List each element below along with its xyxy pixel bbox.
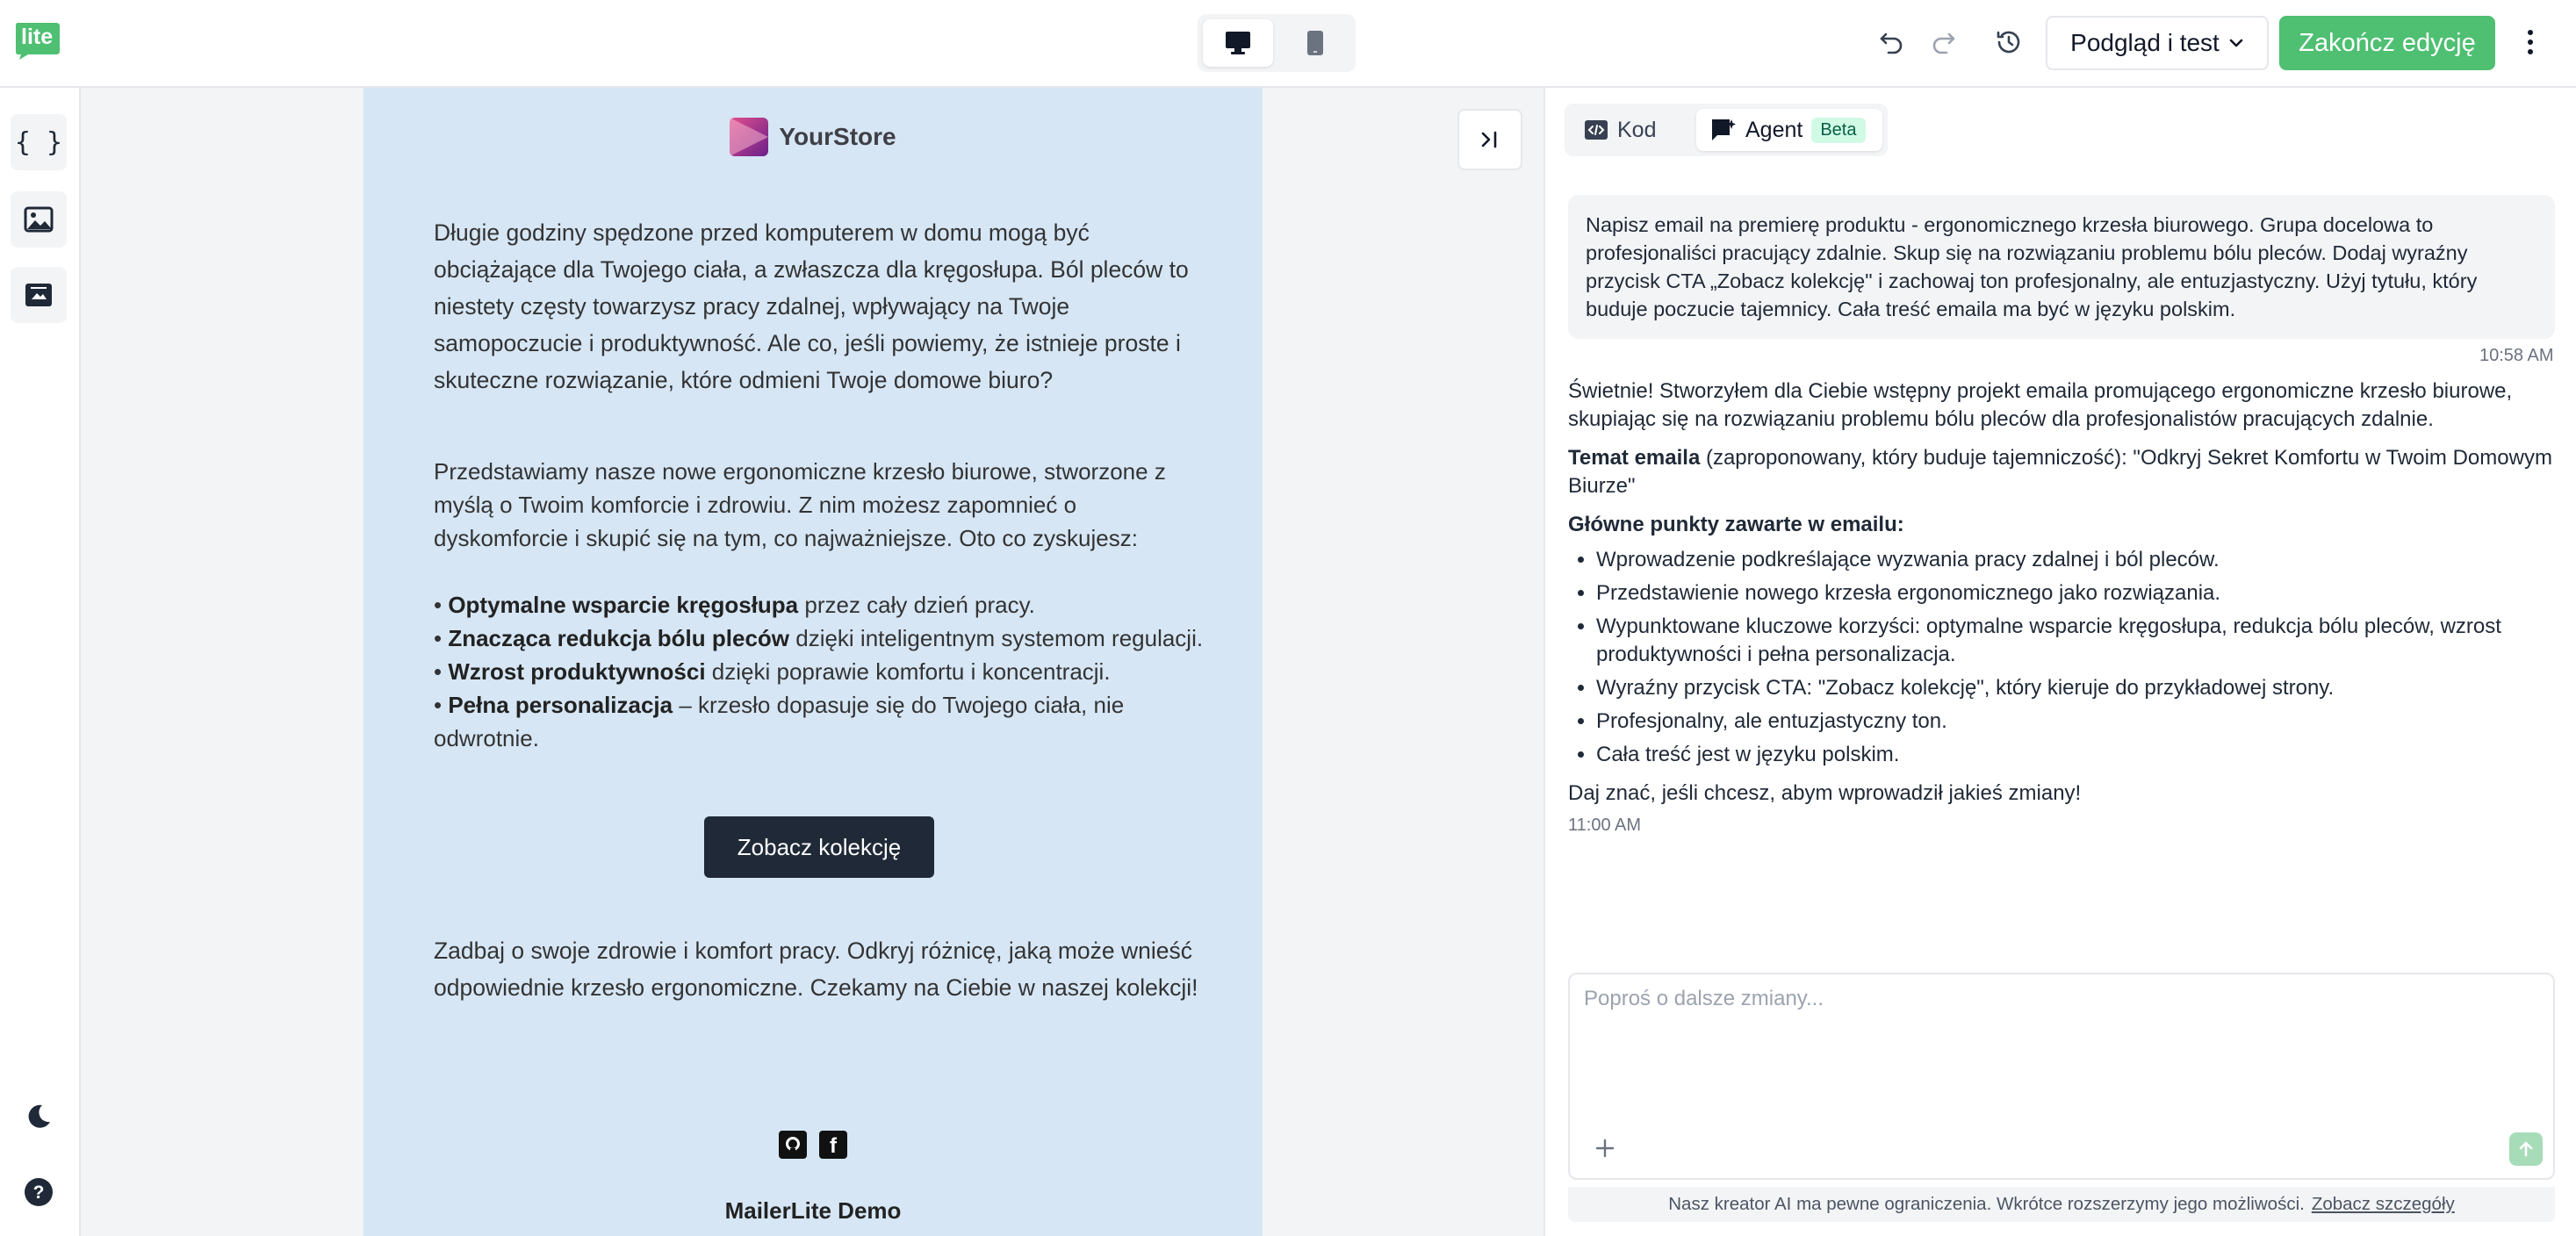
redo-button[interactable]: [1921, 19, 1967, 65]
chevron-down-icon: [2228, 38, 2244, 48]
tab-agent[interactable]: [1696, 109, 1882, 151]
finish-editing-button[interactable]: [2279, 16, 2495, 70]
agent-message-time: 11:00 AM: [1568, 816, 1642, 835]
help-icon: [24, 1177, 54, 1207]
agent-chat-icon: [1710, 118, 1737, 142]
list-item: • Wyraźny przycisk CTA: "Zobacz kolekcję", który kieruje do przykładowej strony.: [1596, 674, 2555, 702]
subject-label: Temat emaila: [1568, 446, 1701, 470]
left-sidebar: [0, 88, 81, 1236]
github-icon[interactable]: [779, 1131, 807, 1159]
list-item: • Wypunktowane kluczowe korzyści: optymalne wsparcie kręgosłupa, redukcja bólu pleców, wzrost produktywności i pełna personalizacja.: [1596, 613, 2555, 669]
help-button[interactable]: [11, 1164, 67, 1220]
email-preview: [363, 88, 1263, 1236]
finish-editing-label: Zakończ edycję: [2299, 28, 2476, 57]
mobile-view-button[interactable]: [1280, 19, 1350, 67]
top-bar: [0, 0, 2576, 88]
curly-braces-icon: { }: [14, 126, 63, 158]
desktop-view-button[interactable]: [1203, 19, 1273, 67]
undo-button[interactable]: [1868, 19, 1914, 65]
tab-code-label: Kod: [1617, 117, 1657, 142]
email-paragraph-intro: Długie godziny spędzone przed komputerem w domu mogą być obciążające dla Twojego ciała, a zwłaszcza dla kręgosłupa. Ból pleców to niestety częsty towarzysz pracy zdalnej, wpływający na Twoje samopoczucie i produktywność. Ale co, jeśli powiemy, że istnieje proste i skuteczne rozwiązanie, które odmieni Twoje domowe biuro?: [434, 219, 1189, 393]
undo-icon: [1878, 29, 1904, 55]
media-library-button[interactable]: [11, 267, 67, 323]
email-footer-name: MailerLite Demo: [724, 1197, 902, 1224]
more-options-button[interactable]: [2509, 19, 2551, 65]
benefit-item: • Znacząca redukcja bólu pleców dzięki inteligentnym systemom regulacji.: [434, 625, 1204, 651]
agent-message: [1568, 377, 2555, 839]
redo-icon: [1931, 29, 1957, 55]
list-item: • Przedstawienie nowego krzesła ergonomicznego jako rozwiązania.: [1596, 579, 2555, 607]
subject-text: (zaproponowany, który buduje tajemniczość): "Odkryj Sekret Komfortu w Twoim Domowym Biurze": [1568, 446, 2552, 498]
desktop-icon: [1225, 31, 1251, 55]
add-attachment-button[interactable]: [1586, 1129, 1624, 1168]
preview-test-label: Podgląd i test: [2070, 29, 2220, 56]
kebab-menu-icon: [2527, 29, 2534, 55]
facebook-icon[interactable]: [819, 1131, 847, 1159]
yourstore-logo-icon: [730, 118, 768, 156]
chat-input[interactable]: [1584, 987, 2532, 1110]
code-icon: [1584, 119, 1608, 140]
history-icon: [1995, 28, 2023, 56]
benefit-item: • Pełna personalizacja – krzesło dopasuje się do Twojego ciała, nie odwrotnie.: [434, 692, 1125, 751]
cta-label: Zobacz kolekcję: [737, 833, 902, 860]
collapse-right-icon: [1479, 129, 1501, 150]
preview-test-button[interactable]: [2046, 16, 2269, 70]
mobile-icon: [1306, 30, 1324, 56]
logo-text: lite: [21, 25, 54, 49]
list-item: • Profesjonalny, ale entuzjastyczny ton.: [1596, 708, 2555, 736]
ai-agent-panel: [1543, 88, 2576, 1236]
benefit-item: • Wzrost produktywności dzięki poprawie komfortu i koncentracji.: [434, 658, 1111, 685]
beta-badge: Beta: [1811, 118, 1865, 143]
tab-code[interactable]: [1570, 109, 1693, 151]
ai-disclaimer: [1568, 1187, 2555, 1222]
list-item: • Wprowadzenie podkreślające wyzwania pracy zdalnej i ból pleców.: [1596, 546, 2555, 574]
send-button[interactable]: [2509, 1132, 2543, 1166]
facebook-glyph: f: [830, 1134, 837, 1158]
cta-button[interactable]: [704, 816, 934, 878]
email-brand-header: [363, 116, 1263, 158]
user-message-time: 10:58 AM: [2479, 346, 2554, 365]
editor-canvas: [81, 88, 1543, 1236]
mailerlite-logo[interactable]: [14, 21, 61, 61]
history-button[interactable]: [1986, 19, 2032, 65]
svg-text:?: ?: [32, 1182, 45, 1203]
benefit-item: • Optymalne wsparcie kręgosłupa przez cały dzień pracy.: [434, 592, 1035, 618]
chat-input-box: [1568, 973, 2555, 1180]
plus-icon: [1595, 1139, 1615, 1158]
dark-mode-button[interactable]: [11, 1089, 67, 1145]
list-item: • Cała treść jest w języku polskim.: [1596, 741, 2555, 769]
user-message: Napisz email na premierę produktu - ergonomicznego krzesła biurowego. Grupa docelowa to profesjonaliści pracujący zdalnie. Skup się na rozwiązaniu problemu bólu pleców. Dodaj wyraźny przycisk CTA „Zobacz kolekcję" i zachowaj ton profesjonalny, ale entuzjastyczny. Użyj tytułu, który buduje poczucie tajemnicy. Cała treść emaila ma być w języku polskim.: [1568, 195, 2555, 339]
panel-tabs: [1565, 104, 1888, 156]
tab-agent-label: Agent: [1745, 117, 1803, 142]
product-intro-text: Przedstawiamy nasze nowe ergonomiczne krzesło biurowe, stworzone z myślą o Twoim komforcie i zdrowiu. Z nim możesz zapomnieć o dyskomforcie i skupić się na tym, co najważniejsze. Oto co zyskujesz:: [434, 458, 1166, 551]
image-icon: [24, 206, 54, 233]
code-blocks-button[interactable]: [11, 114, 67, 170]
moon-icon: [25, 1103, 53, 1131]
brand-name: YourStore: [779, 123, 896, 150]
points-heading: Główne punkty zawarte w emailu:: [1568, 513, 1904, 536]
agent-outro: Daj znać, jeśli chcesz, abym wprowadził jakieś zmiany!: [1568, 781, 2082, 805]
images-button[interactable]: [11, 191, 67, 248]
arrow-up-icon: [2516, 1139, 2536, 1159]
see-details-link[interactable]: Zobacz szczegóły: [2311, 1194, 2455, 1214]
email-paragraph-closing: Zadbaj o swoje zdrowie i komfort pracy. Odkryj różnicę, jaką może wnieść odpowiednie krzesło ergonomiczne. Czekamy na Ciebie w naszej kolekcji!: [434, 938, 1198, 1001]
device-toggle: [1198, 14, 1356, 72]
email-paragraph-product: [434, 455, 1206, 755]
email-subject-line: [1568, 444, 2555, 500]
points-list: [1596, 546, 2555, 769]
media-library-icon: [24, 282, 54, 308]
social-links: [363, 1131, 1263, 1159]
disclaimer-text: Nasz kreator AI ma pewne ograniczenia. Wkrótce rozszerzymy jego możliwości.: [1668, 1194, 2305, 1214]
collapse-panel-button[interactable]: [1457, 109, 1522, 170]
agent-intro: Świetnie! Stworzyłem dla Ciebie wstępny projekt emaila promującego ergonomiczne krzesło biurowe, skupiając się na rozwiązaniu problemu bólu pleców dla profesjonalistów pracujących zdalnie.: [1568, 379, 2513, 431]
